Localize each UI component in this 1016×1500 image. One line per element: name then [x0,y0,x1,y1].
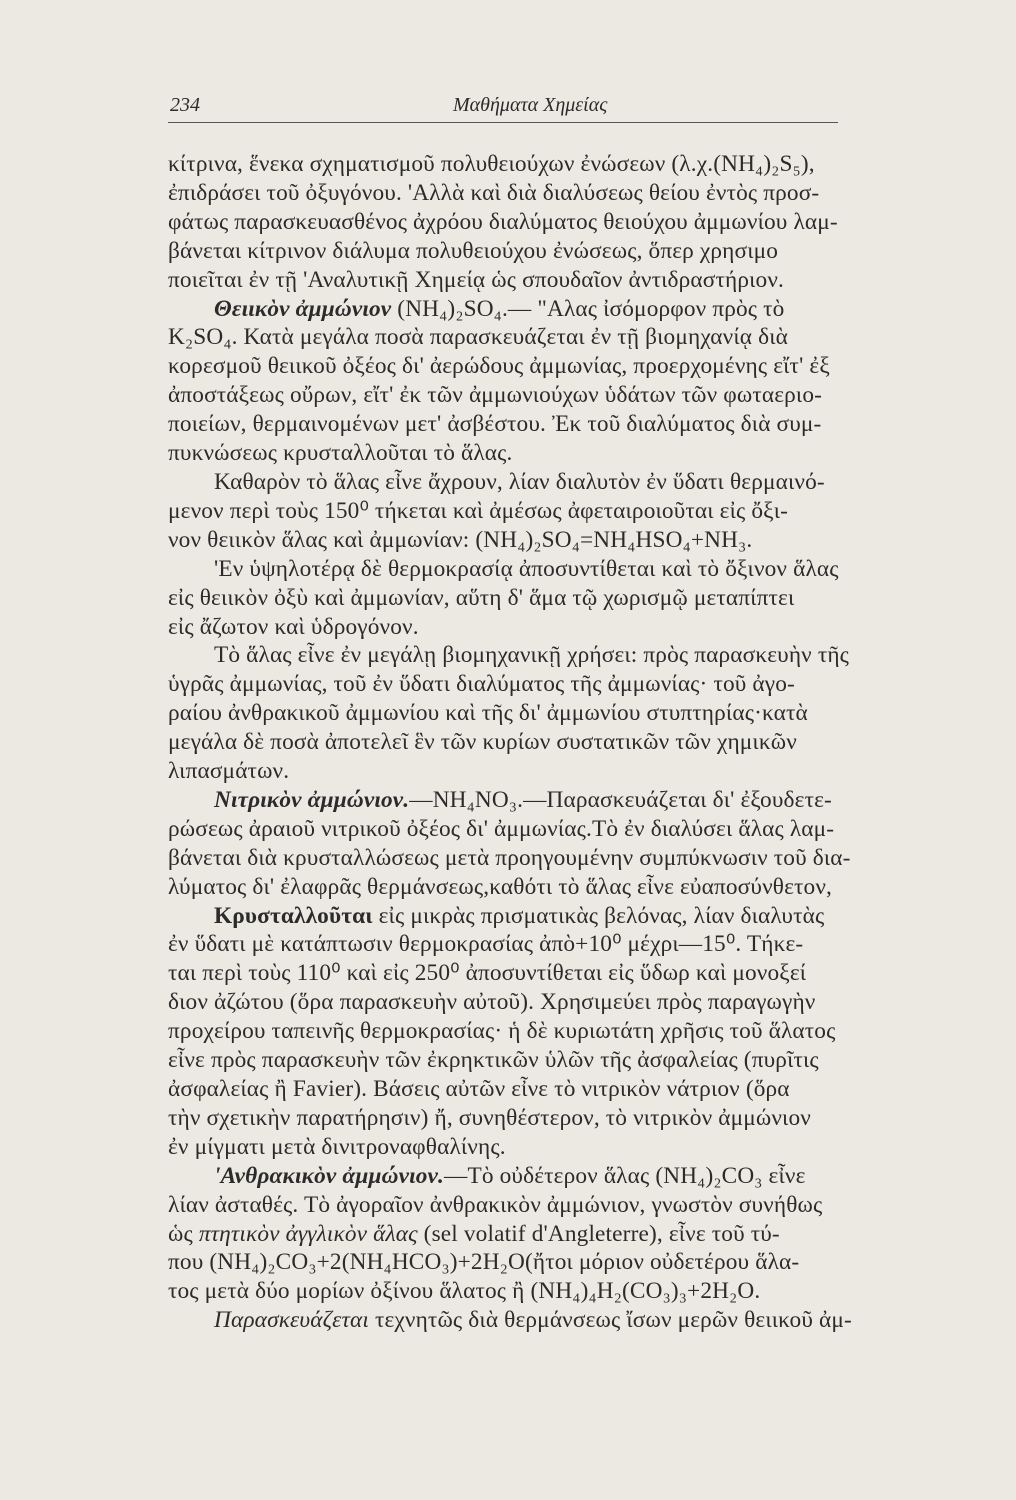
italic-phrase: πτητικὸν ἀγγλικὸν ἅλας [198,1220,418,1247]
text-line: εἰς ἄζωτον καὶ ὑδρογόνον. [168,613,419,640]
text-line: εἰς θειικὸν ὀξὺ καὶ ἀμμωνίαν, αὕτη δ' ἅμα τῷ χωρισμῷ μεταπίπτει [168,584,795,611]
text-line: βάνεται κίτρινον διάλυμα πολυθειούχου ἐνώσεως, ὅπερ χρησιμο [168,237,779,264]
text-line: ται περὶ τοὺς 110⁰ καὶ εἰς 250⁰ ἀποσυντίθεται εἰς ὕδωρ καὶ μονοξεί [168,960,807,987]
text-line: τὴν σχετικὴν παρατήρησιν) ἤ, συνηθέστερον, τὸ νιτρικὸν ἀμμώνιον [168,1104,811,1131]
page-body [168,150,988,1335]
text-line: ἐπιδράσει τοῦ ὀξυγόνου. 'Αλλὰ καὶ διὰ διαλύσεως θείου ἐντὸς προσ- [168,179,820,206]
text-span: τεχνητῶς διὰ θερμάνσεως ἴσων μερῶν θειικοῦ ἀμ- [374,1307,852,1334]
text-line: μενον περὶ τοὺς 150⁰ τήκεται καὶ ἀμέσως ἀφεταιροιοῦται εἰς ὄξι- [168,497,789,524]
text-line: ραίου ἀνθρακικοῦ ἀμμωνίου καὶ τῆς δι' ἀμμωνίου στυπτηρίας·κατὰ [168,700,808,727]
text-line: ὑγρᾶς ἀμμωνίας, τοῦ ἐν ὕδατι διαλύματος τῆς ἀμμωνίας· τοῦ ἀγο- [168,671,795,698]
text-line: ποιείων, θερμαινομένων μετ' ἀσβέστου. Ἐκ τοῦ διαλύματος διὰ συμ- [168,411,822,438]
text-line: προχείρου ταπεινῆς θερμοκρασίας· ἡ δὲ κυριωτάτη χρῆσις τοῦ ἅλατος [168,1018,836,1045]
running-title: Μαθήματα Χημείας [453,94,608,116]
text-span: (NH₄)₂SO₄.— "Αλας ἰσόμορφον πρὸς τὸ [397,295,785,322]
text-span: ὡς [168,1220,193,1247]
bold-word: Κρυσταλλοῦται [214,902,373,929]
text-line: κορεσμοῦ θειικοῦ ὀξέος δι' ἀερώδους ἀμμωνίας, προερχομένης εἴτ' ἐξ [168,353,830,380]
text-line: διον ἀζώτου (ὅρα παρασκευὴν αὐτοῦ). Χρησιμεύει πρὸς παραγωγὴν [168,989,816,1016]
text-span: —Τὸ οὐδέτερον ἅλας (NH₄)₂CO₃ εἶνε [444,1162,806,1189]
page-number: 234 [170,94,200,116]
text-line: ἐν μίγματι μετὰ δινιτροναφθαλίνης. [168,1133,506,1160]
text-line: ἐν ὕδατι μὲ κατάπτωσιν θερμοκρασίας ἀπὸ+10⁰ μέχρι—15⁰. Τήκε- [168,931,804,958]
section-line-ammonium-carbonate [168,1162,988,1191]
text-line: K₂SO₄. Κατὰ μεγάλα ποσὰ παρασκευάζεται ἐν τῇ βιομηχανίᾳ διὰ [168,324,788,351]
text-line: ποιεῖται ἐν τῇ 'Αναλυτικῇ Χημείᾳ ὡς σπουδαῖον ἀντιδραστήριον. [168,266,784,293]
italic-word: Παρασκευάζεται [214,1307,369,1334]
text-line: 'Εν ὑψηλοτέρᾳ δὲ θερμοκρασίᾳ ἀποσυντίθεται καὶ τὸ ὄξινον ἅλας [214,555,839,582]
text-line: εἶνε πρὸς παρασκευὴν τῶν ἐκρηκτικῶν ὑλῶν τῆς ἀσφαλείας (πυρῖτις [168,1047,819,1074]
text-line-italic-mix [168,1220,988,1249]
text-line: φάτως παρασκευασθένος ἀχρόου διαλύματος θειούχου ἀμμωνίου λαμ- [168,208,838,235]
section-title: Θειικὸν ἀμμώνιον [214,295,392,322]
text-line: ρώσεως ἀραιοῦ νιτρικοῦ ὀξέος δι' ἀμμωνίας.Τὸ ἐν διαλύσει ἅλας λαμ- [168,815,835,842]
text-line: λύματος δι' ἐλαφρᾶς θερμάνσεως,καθότι τὸ ἅλας εἶνε εὐαποσύνθετον, [168,873,832,900]
text-line: Καθαρὸν τὸ ἅλας εἶνε ἄχρουν, λίαν διαλυτὸν ἐν ὕδατι θερμαινό- [214,468,825,495]
text-line: ἀποστάξεως οὔρων, εἴτ' ἐκ τῶν ἀμμωνιούχων ὑδάτων τῶν φωταεριο- [168,382,823,409]
text-line: λίαν ἀσταθές. Τὸ ἀγοραῖον ἀνθρακικὸν ἀμμώνιον, γνωστὸν συνήθως [168,1191,823,1218]
text-line: τος μετὰ δύο μορίων ὀξίνου ἅλατος ἢ (NH₄)₄H₂(CO₃)₃+2H₂O. [168,1278,761,1305]
text-line: ἀσφαλείας ἢ Favier). Βάσεις αὐτῶν εἶνε τὸ νιτρικὸν νάτριον (ὅρα [168,1076,790,1102]
text-line: πυκνώσεως κρυσταλλοῦται τὸ ἅλας. [168,440,513,467]
page-header [168,92,838,123]
section-title: 'Ανθρακικὸν ἀμμώνιον. [214,1162,444,1189]
text-line: βάνεται διὰ κρυσταλλώσεως μετὰ προηγουμένην συμπύκνωσιν τοῦ δια- [168,844,851,871]
text-span: (sel volatif d'Angleterre), εἶνε τοῦ τύ- [423,1220,780,1247]
text-line: κίτρινα, ἕνεκα σχηματισμοῦ πολυθειούχων ἐνώσεων (λ.χ.(NH₄)₂S₅), [168,151,815,177]
section-line-ammonium-nitrate [168,786,988,815]
text-span: —NH₄NO₃.—Παρασκευάζεται δι' ἐξουδετε- [409,786,832,813]
section-title: Νιτρικὸν ἀμμώνιον. [214,786,410,813]
text-line: που (NH₄)₂CO₃+2(NH₄HCO₃)+2H₂O(ἤτοι μόριον οὐδετέρου ἅλα- [168,1249,800,1276]
text-line-bold-lead [168,902,988,931]
text-span: εἰς μικρὰς πρισματικὰς βελόνας, λίαν διαλυτὰς [378,902,825,929]
text-line: λιπασμάτων. [168,758,290,785]
text-line-italic-lead [168,1306,988,1335]
section-line-ammonium-sulfate [168,295,988,324]
text-line: Τὸ ἅλας εἶνε ἐν μεγάλῃ βιομηχανικῇ χρήσει: πρὸς παρασκευὴν τῆς [214,642,850,669]
text-line: μεγάλα δὲ ποσὰ ἀποτελεῖ ἓν τῶν κυρίων συστατικῶν τῶν χημικῶν [168,729,797,756]
text-line: νον θειικὸν ἅλας καὶ ἀμμωνίαν: (NH₄)₂SO₄=NH₄HSO₄+NH₃. [168,526,753,553]
